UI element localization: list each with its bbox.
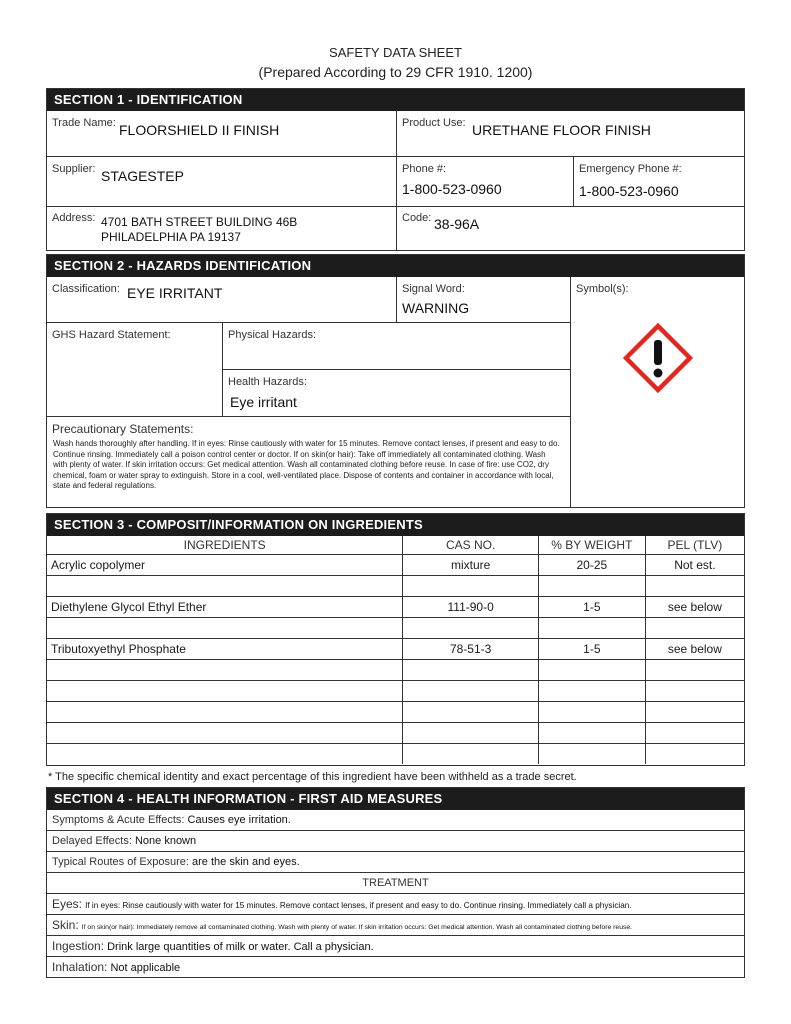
classification-label: Classification: (52, 283, 120, 295)
exclamation-mark-diamond-icon (623, 323, 693, 393)
doc-title: SAFETY DATA SHEET (329, 45, 462, 60)
ingestion-label: Ingestion: (52, 939, 105, 953)
table-row (47, 680, 744, 701)
ingredient-name: Diethylene Glycol Ethyl Ether (47, 596, 403, 617)
symptoms-row (47, 810, 744, 831)
inhalation-label: Inhalation: (52, 960, 108, 974)
signal-word-cell (397, 277, 571, 323)
emergency-phone-cell (574, 157, 744, 207)
table-row (47, 722, 744, 743)
delayed-effects-label: Delayed Effects: (52, 835, 132, 847)
skin-row (47, 915, 744, 936)
classification-cell (47, 277, 397, 323)
col-pel-tlv: PEL (TLV) (645, 536, 744, 554)
section-2 (46, 254, 745, 508)
cas-number: 78-51-3 (403, 638, 539, 659)
pel-tlv: see below (645, 638, 744, 659)
table-row (47, 554, 744, 575)
code-value: 38-96A (434, 216, 480, 232)
signal-word-label: Signal Word: (402, 283, 465, 295)
routes-row (47, 852, 744, 873)
table-row (47, 617, 744, 638)
symptoms-label: Symptoms & Acute Effects: (52, 814, 185, 826)
ingestion-row (47, 936, 744, 957)
pel-tlv: Not est. (645, 554, 744, 575)
delayed-effects-value: None known (134, 835, 197, 847)
trade-name-value: FLOORSHIELD II FINISH (119, 122, 280, 138)
routes-value: are the skin and eyes. (192, 856, 300, 868)
product-use-cell (397, 111, 744, 157)
ingredient-name: Tributoxyethyl Phosphate (47, 638, 403, 659)
section-4 (46, 787, 745, 978)
ghs-hazard-cell (47, 323, 223, 417)
table-row (47, 701, 744, 722)
precautionary-cell (47, 417, 571, 507)
skin-value: If on skin(or hair): Immediately remove all contaminated clothing. Wash with plenty of water. If skin irritation occurs: Get medical attention. Wash all contaminated clothing before reuse. (81, 924, 633, 931)
signal-word-value: WARNING (402, 300, 470, 316)
product-use-value: URETHANE FLOOR FINISH (472, 122, 651, 138)
skin-label: Skin: (52, 918, 79, 932)
doc-subtitle: (Prepared According to 29 CFR 1910. 1200) (258, 64, 533, 80)
pel-tlv: see below (645, 596, 744, 617)
trade-name-label: Trade Name: (52, 117, 116, 129)
trade-name-cell (47, 111, 397, 157)
percent-weight: 1-5 (538, 596, 645, 617)
ingestion-value: Drink large quantities of milk or water. Call a physician. (107, 941, 374, 953)
cas-number: mixture (403, 554, 539, 575)
health-hazards-cell (223, 370, 571, 417)
ghs-hazard-label: GHS Hazard Statement: (52, 329, 171, 341)
treatment-row (47, 873, 744, 894)
supplier-value: STAGESTEP (101, 168, 184, 184)
section-4-header: SECTION 4 - HEALTH INFORMATION - FIRST AID MEASURES (47, 788, 744, 810)
table-header-row (47, 536, 744, 554)
phone-cell (397, 157, 574, 207)
section-1 (46, 88, 745, 251)
delayed-effects-row (47, 831, 744, 852)
percent-weight: 20-25 (538, 554, 645, 575)
symptoms-value: Causes eye irritation. (187, 814, 291, 826)
table-row (47, 743, 744, 764)
code-label: Code: (402, 212, 432, 224)
symbols-label: Symbol(s): (576, 283, 629, 295)
health-hazards-value: Eye irritant (230, 394, 297, 410)
precautionary-label: Precautionary Statements: (52, 422, 194, 436)
phone-label: Phone #: (402, 163, 447, 175)
section-3-header: SECTION 3 - COMPOSIT/INFORMATION ON INGREDIENTS (47, 514, 744, 536)
code-cell (397, 207, 744, 250)
routes-label: Typical Routes of Exposure: (52, 856, 189, 868)
section-1-header: SECTION 1 - IDENTIFICATION (47, 89, 744, 111)
eyes-row (47, 894, 744, 915)
supplier-cell (47, 157, 397, 207)
emergency-phone-label: Emergency Phone #: (579, 163, 682, 175)
ingredient-name: Acrylic copolymer (47, 554, 403, 575)
treatment-label: TREATMENT (362, 877, 429, 889)
section-3 (46, 513, 745, 766)
address-label: Address: (52, 212, 96, 224)
classification-value: EYE IRRITANT (127, 285, 223, 301)
product-use-label: Product Use: (402, 117, 466, 129)
address-line1: 4701 BATH STREET BUILDING 46B (101, 215, 298, 229)
supplier-label: Supplier: (52, 163, 96, 175)
table-row (47, 596, 744, 617)
table-row (47, 638, 744, 659)
section-2-header: SECTION 2 - HAZARDS IDENTIFICATION (47, 255, 744, 277)
emergency-phone-value: 1-800-523-0960 (579, 183, 679, 199)
health-hazards-label: Health Hazards: (228, 376, 307, 388)
col-cas-no: CAS NO. (403, 536, 539, 554)
trade-secret-footnote: * The specific chemical identity and exact percentage of this ingredient have been withheld as a trade secret. (48, 771, 577, 783)
precautionary-text: Wash hands thoroughly after handling. If in eyes: Rinse cautiously with water for 15 minutes. Remove contact lenses, if present and easy to do. Continue rinsing. Immediately call a poison control center or doctor. If on skin(or hair): Take off immediately all contaminated clothing. Wash with plenty of water. If skin irritation occurs: Get medical attention. Wash all contaminated clothing before reuse. In case of fire: use CO2, dry chemical, foam or water spray to extinguish. Store in a cool, well-ventilated place. Dispose of contents and container in accordance with local, state and federal regulations. (53, 439, 560, 490)
inhalation-row (47, 957, 744, 977)
col-percent-weight: % BY WEIGHT (538, 536, 645, 554)
inhalation-value: Not applicable (110, 962, 181, 974)
ingredients-table (47, 536, 744, 764)
symbols-cell (571, 277, 744, 507)
percent-weight: 1-5 (538, 638, 645, 659)
physical-hazards-cell (223, 323, 571, 370)
table-row (47, 575, 744, 596)
eyes-label: Eyes: (52, 897, 83, 911)
address-line2: PHILADELPHIA PA 19137 (101, 230, 241, 244)
phone-value: 1-800-523-0960 (402, 181, 502, 197)
col-ingredients: INGREDIENTS (47, 536, 403, 554)
address-cell (47, 207, 397, 250)
physical-hazards-label: Physical Hazards: (228, 329, 317, 341)
cas-number: 111-90-0 (403, 596, 539, 617)
table-row (47, 659, 744, 680)
eyes-value: If in eyes: Rinse cautiously with water for 15 minutes. Remove contact lenses, if present and easy to do. Continue rinsing. Immediately call a physician. (85, 901, 632, 910)
